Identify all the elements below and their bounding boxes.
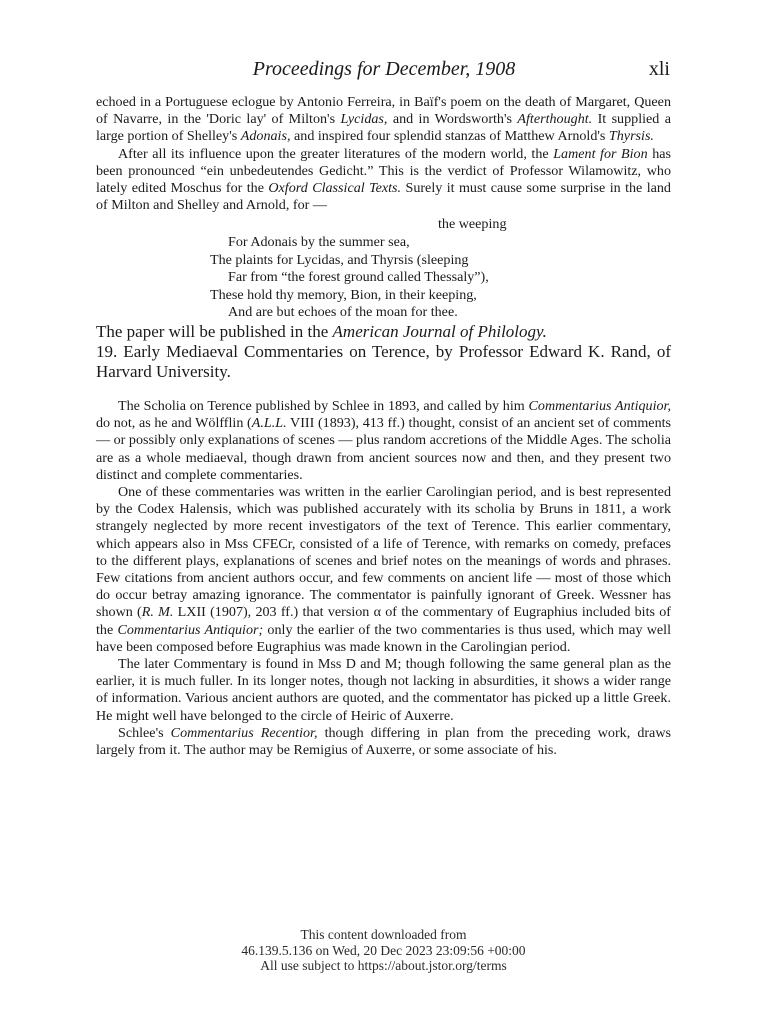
italic-run: Commentarius Antiquior; (117, 621, 264, 638)
poem-line: These hold thy memory, Bion, in their keeping, (210, 286, 477, 303)
section-body (96, 398, 671, 759)
text-run: It supplied a large portion of Shelley's (96, 111, 671, 145)
italic-run: Lycidas (340, 111, 384, 128)
italic-run: Commentarius Recentior, (170, 724, 318, 741)
italic-run: Adonais, (240, 128, 291, 145)
italic-run: Commentarius Antiquior, (528, 397, 671, 414)
running-header (96, 58, 672, 84)
text-run: Schlee's (118, 724, 171, 741)
footer-line: 46.139.5.136 on Wed, 20 Dec 2023 23:09:56 +00:00 (241, 942, 526, 958)
italic-run: Oxford Classical Texts. (268, 180, 402, 197)
text-run: LXII (1907), 203 ff.) that version α of the commentary of Eugraphius included bits of the (96, 604, 671, 638)
text-run: , and in Wordsworth's (383, 111, 518, 128)
text-run: One of these commentaries was written in the earlier Carolingian period, and is best represented by the Codex Halensis, which was published accurately with its scholia by Bruns in 1811, a work strangely neglected by more recent investigators of the text of Terence. This earlier commentary, which appears also in Mss CFECr, consisted of a life of Terence, with remarks on comedy, prefaces to the different plays, explanations of scenes and brief notes on the meanings of words and phrases. Few citations from ancient authors occur, and few comments on ancient life — most of those which do occur betray amazing ignorance. The commentator is painfully ignorant of Greek. Wessner has shown ( (96, 484, 671, 621)
italic-run: A.L.L. (251, 415, 287, 432)
text-run: echoed in a Portuguese eclogue by Antonio Ferreira, in Baïf's poem on the death of Margaret, Queen of Navarre, in the 'Doric lay' of Milton's (96, 94, 671, 128)
section-heading: 19. Early Mediaeval Commentaries on Terence, by Professor Edward K. Rand, of Harvard University. (96, 341, 671, 381)
text-run: The paper will be published in the (96, 321, 333, 341)
poem-line: For Adonais by the summer sea, (228, 234, 410, 251)
italic-run: Thyrsis. (608, 128, 654, 145)
footer-line: This content downloaded from (300, 927, 467, 942)
poem-line: The plaints for Lycidas, and Thyrsis (sleeping (210, 251, 469, 268)
paragraph-wilamowitz (96, 146, 671, 215)
footer-line: All use subject to https://about.jstor.org/terms (260, 958, 507, 973)
paragraph-recentior (96, 725, 671, 759)
running-title: Proceedings for December, 1908 (252, 58, 516, 80)
paragraph-earlier-commentary (96, 484, 671, 656)
download-footer (96, 927, 671, 974)
text-run: After all its influence upon the greater literatures of the modern world, the (118, 145, 554, 162)
publication-notice (96, 322, 671, 342)
paragraph-later-commentary (96, 656, 671, 725)
poem-line: the weeping (438, 216, 507, 233)
page-number: xli (648, 58, 670, 80)
italic-run: R. M. (141, 604, 174, 621)
text-run: only the earlier of the two commentaries is thus used, which may well have been composed before Eugraphius was made known in the Carolingian period. (96, 621, 671, 655)
italic-run: American Journal of Philology. (332, 321, 547, 341)
text-run: and inspired four splendid stanzas of Matthew Arnold's (290, 128, 609, 145)
page-body (96, 94, 671, 759)
poem-quotation (96, 216, 671, 322)
text-run: Surely it must cause some surprise in the land of Milton and Shelley and Arnold, for — (96, 180, 671, 214)
italic-run: Afterthought. (517, 111, 593, 128)
poem-line: And are but echoes of the moan for thee. (228, 304, 458, 321)
text-run: VIII (1893), 413 ff.) thought, consist of an ancient set of comments — or possibly only explanations of scenes — plus random accretions of the Middle Ages. The scholia are as a whole mediaeval, though drawn from ancient sources now and then, and they present two distinct and complete commentaries. (96, 415, 672, 483)
paragraph-scholia (96, 398, 671, 484)
text-run: The later Commentary is found in Mss D and M; though following the same general plan as the earlier, it is much fuller. In its longer notes, though not lacking in absurdities, it shows a wider range of information. Various ancient authors are quoted, and the commentator has picked up a little Greek. He might well have belonged to the circle of Heiric of Auxerre. (96, 656, 671, 724)
paragraph-ferreira (96, 94, 671, 146)
text-run: The Scholia on Terence published by Schlee in 1893, and called by him (118, 397, 529, 414)
italic-run: Lament for Bion (553, 145, 648, 162)
text-run: though differing in plan from the preceding work, draws largely from it. The author may be Remigius of Auxerre, or some associate of his. (96, 724, 671, 759)
poem-line: Far from “the forest ground called Thessaly”), (228, 269, 489, 286)
text-run: do not, as he and Wölfflin ( (96, 415, 252, 432)
text-run: has been pronounced “ein unbedeutendes Gedicht.” This is the verdict of Professor Wilamowitz, who lately edited Moschus for the (96, 145, 671, 197)
